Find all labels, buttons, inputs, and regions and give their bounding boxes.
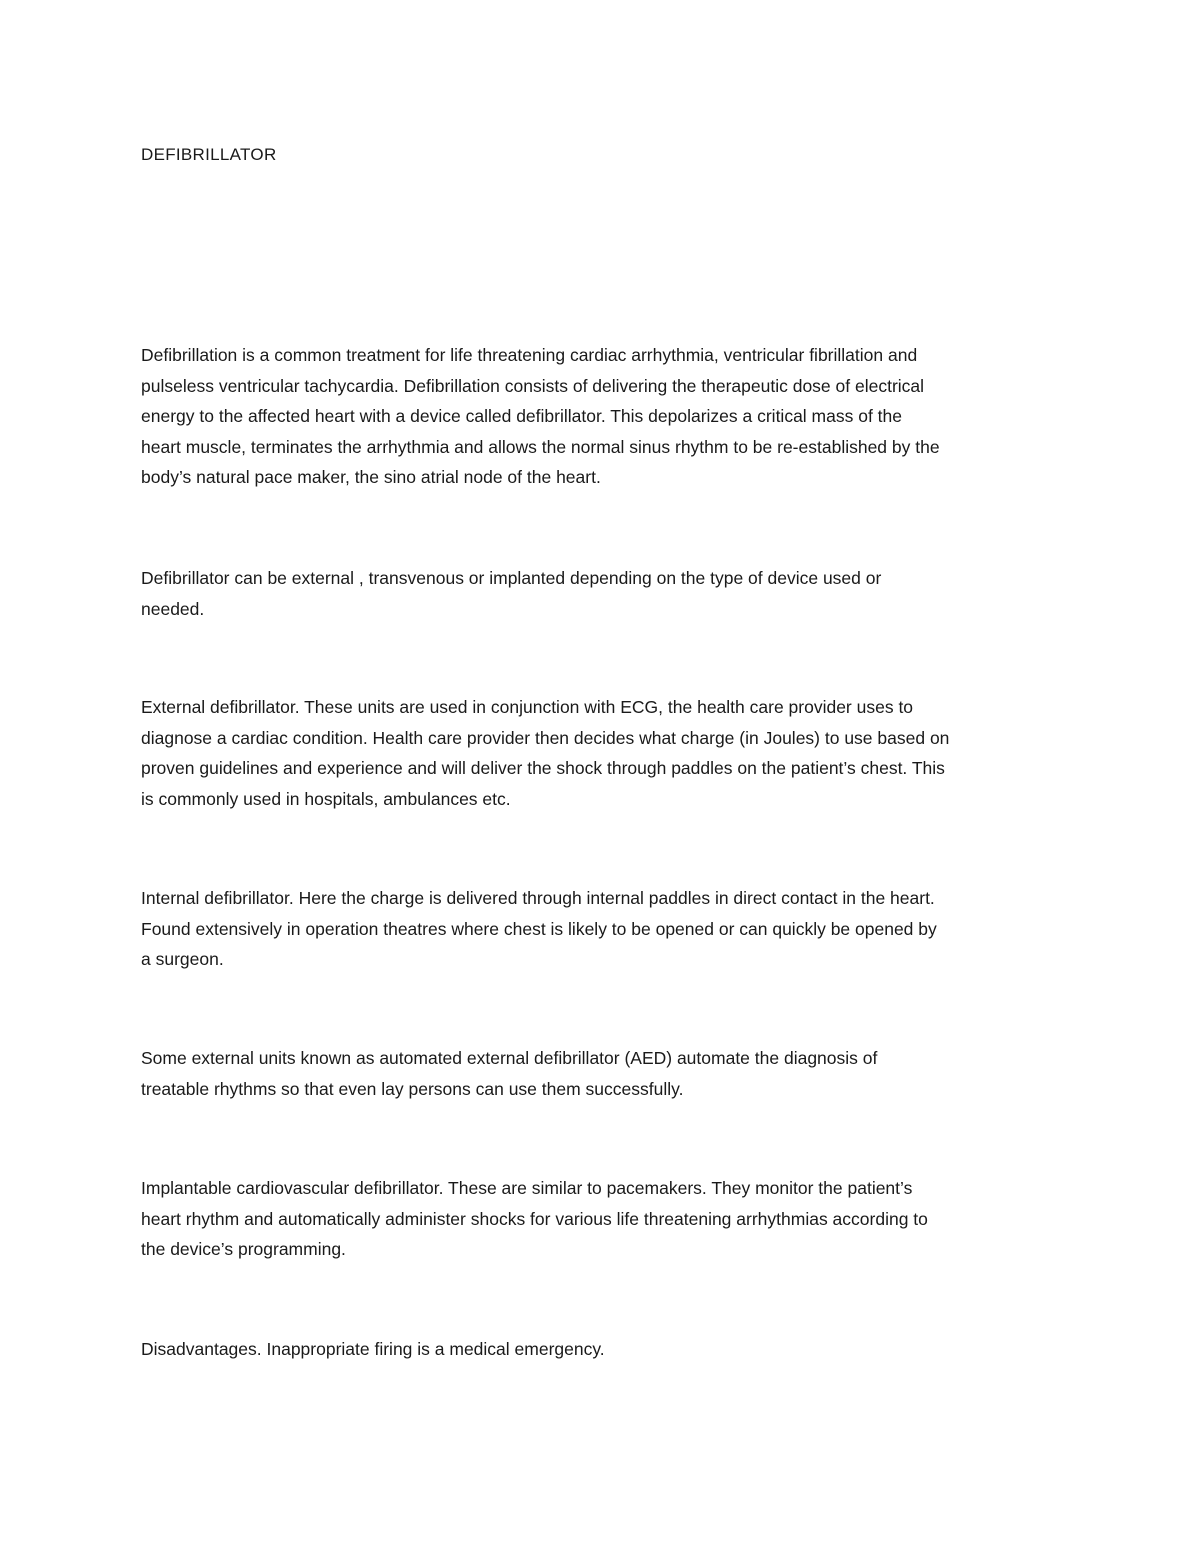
text-line: diagnose a cardiac condition. Health care provider then decides what charge (in Joules) to use based on (141, 727, 950, 748)
text-line: proven guidelines and experience and will deliver the shock through paddles on the patient’s chest. This (141, 758, 945, 778)
text-line: heart muscle, terminates the arrhythmia and allows the normal sinus rhythm to be re-established by the (141, 436, 940, 457)
paragraph-aed (141, 1043, 1061, 1104)
text-line: body’s natural pace maker, the sino atrial node of the heart. (141, 467, 601, 487)
text-line: Implantable cardiovascular defibrillator. These are similar to pacemakers. They monitor the patient’s (141, 1178, 913, 1198)
paragraph-disadvantages (141, 1334, 1061, 1365)
text-line: needed. (141, 598, 205, 619)
paragraph-defibrillation-overview (141, 340, 1061, 493)
text-line: is commonly used in hospitals, ambulances etc. (141, 788, 511, 809)
paragraph-internal-defibrillator (141, 883, 1061, 975)
text-line: pulseless ventricular tachycardia. Defibrillation consists of delivering the therapeutic dose of electrical (141, 375, 925, 396)
paragraph-implantable-defibrillator (141, 1173, 1061, 1265)
paragraph-external-defibrillator (141, 692, 1061, 814)
text-line: treatable rhythms so that even lay persons can use them successfully. (141, 1078, 684, 1099)
text-line: Internal defibrillator. Here the charge is delivered through internal paddles in direct contact in the heart. (141, 888, 935, 908)
text-line: External defibrillator. These units are used in conjunction with ECG, the health care provider uses to (141, 697, 914, 717)
document-title: DEFIBRILLATOR (141, 145, 277, 164)
text-line: Disadvantages. Inappropriate firing is a medical emergency. (141, 1339, 605, 1359)
text-line: heart rhythm and automatically administer shocks for various life threatening arrhythmias according to (141, 1208, 928, 1229)
text-line: energy to the affected heart with a device called defibrillator. This depolarizes a critical mass of the (141, 406, 903, 426)
text-line: Defibrillator can be external , transvenous or implanted depending on the type of device used or (141, 568, 882, 588)
text-line: Defibrillation is a common treatment for life threatening cardiac arrhythmia, ventricular fibrillation and (141, 345, 918, 365)
text-line: Some external units known as automated external defibrillator (AED) automate the diagnosis of (141, 1048, 878, 1068)
text-line: Found extensively in operation theatres where chest is likely to be opened or can quickly be opened by (141, 918, 937, 939)
text-line: the device’s programming. (141, 1239, 346, 1259)
text-line: a surgeon. (141, 949, 224, 969)
paragraph-defibrillator-types (141, 563, 1061, 624)
